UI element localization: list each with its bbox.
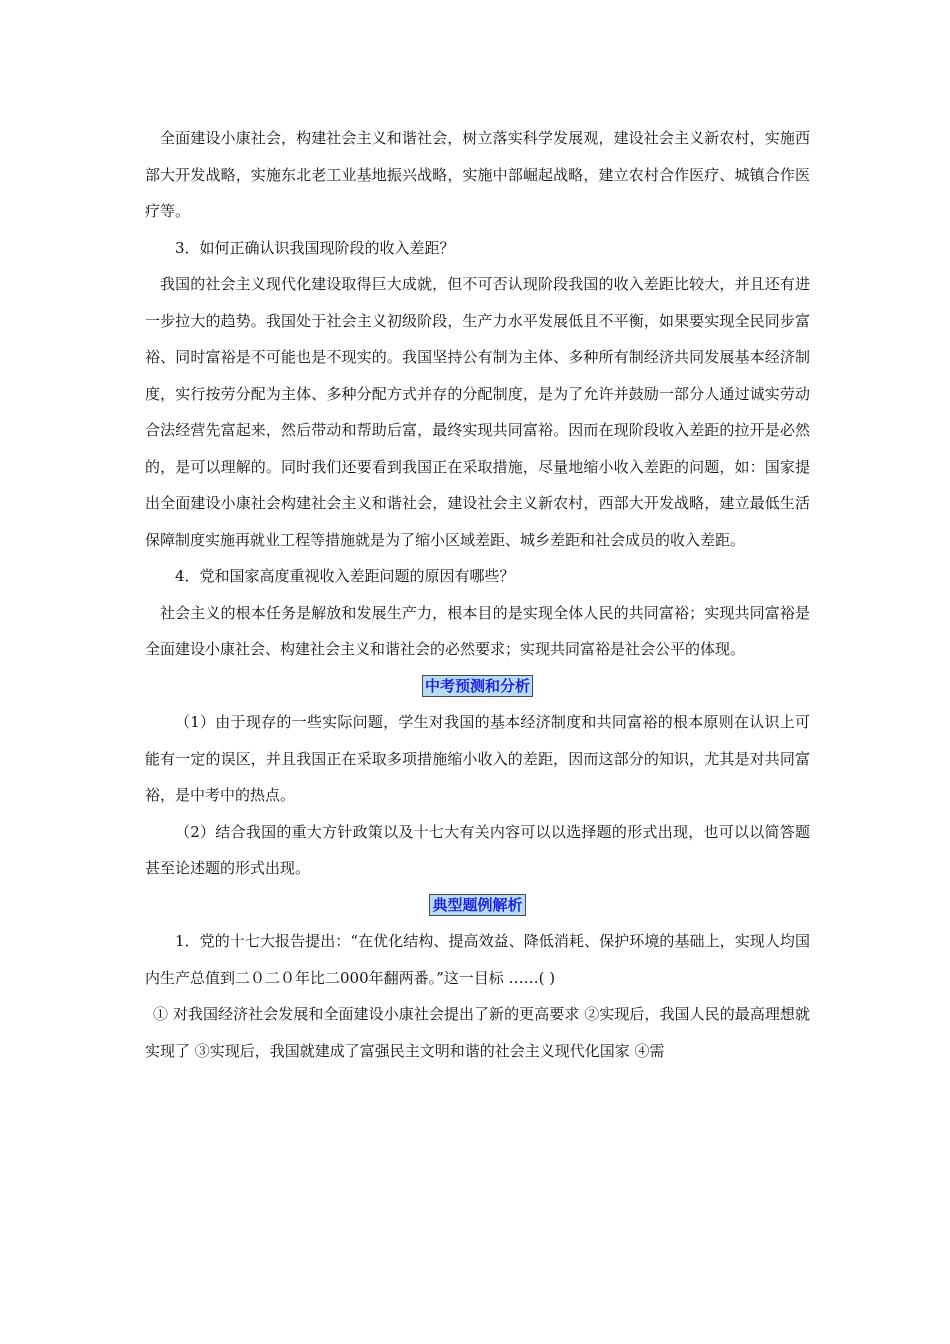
question-4: 4．党和国家高度重视收入差距问题的原因有哪些？ [175, 567, 515, 585]
section-heading-row-examples [145, 887, 810, 924]
forecast-item-1: （1）由于现存的一些实际问题，学生对我国的基本经济制度和共同富裕的根本原则在认识上可能有一定的误区，并且我国正在采取多项措施缩小收入的差距，因而这部分的知识，尤其是对共同富裕，是中考中的热点。 [145, 713, 810, 804]
paragraph-policies: 全面建设小康社会，构建社会主义和谐社会，树立落实科学发展观，建设社会主义新农村，实施西部大开发战略，实施东北老工业基地振兴战略，实施中部崛起战略，建立农村合作医疗、城镇合作医疗等。 [145, 129, 810, 220]
question-3: 3．如何正确认识我国现阶段的收入差距？ [175, 238, 455, 257]
paragraph-income-gap: 我国的社会主义现代化建设取得巨大成就，但不可否认现阶段我国的收入差距比较大，并且还有进一步拉大的趋势。我国处于社会主义初级阶段，生产力水平发展低且不平衡，如果要实现全民同步富裕、同时富裕是不可能也是不现实的。我国坚持公有制为主体、多种所有制经济共同发展基本经济制度，实行按劳分配为主体、多种分配方式并存的分配制度，是为了允许并鼓励一部分人通过诚实劳动合法经营先富起来，然后带动和帮助后富，最终实现共同富裕。因而在现阶段收入差距的拉开是必然的，是可以理解的。同时我们还要看到我国正在采取措施，尽量地缩小收入差距的问题，如：国家提出全面建设小康社会构建社会主义和谐社会，建设社会主义新农村，西部大开发战略，建立最低生活保障制度实施再就业工程等措施就是为了缩小区域差距、城乡差距和社会成员的收入差距。 [145, 275, 810, 549]
document-page [145, 120, 810, 1069]
section-heading-forecast: 中考预测和分析 [422, 675, 533, 697]
forecast-item-2: （2）结合我国的重大方针政策以及十七大有关内容可以以选择题的形式出现，也可以以简答题甚至论述题的形式出现。 [145, 822, 810, 877]
section-heading-row-forecast [145, 668, 810, 705]
example-question-1: 1．党的十七大报告提出：“在优化结构、提高效益、降低消耗、保护环境的基础上，实现人均国内生产总值到二０二０年比二000年翻两番。”这一目标 ……( ) [145, 932, 810, 987]
paragraph-common-prosperity: 社会主义的根本任务是解放和发展生产力，根本目的是实现全体人民的共同富裕；实现共同富裕是全面建设小康社会、构建社会主义和谐社会的必然要求；实现共同富裕是社会公平的体现。 [145, 603, 810, 658]
section-heading-examples: 典型题例解析 [429, 894, 525, 916]
example-options: ① 对我国经济社会发展和全面建设小康社会提出了新的更高要求 ②实现后，我国人民的最高理想就实现了 ③实现后，我国就建成了富强民主文明和谐的社会主义现代化国家 ④需 [145, 1005, 810, 1060]
